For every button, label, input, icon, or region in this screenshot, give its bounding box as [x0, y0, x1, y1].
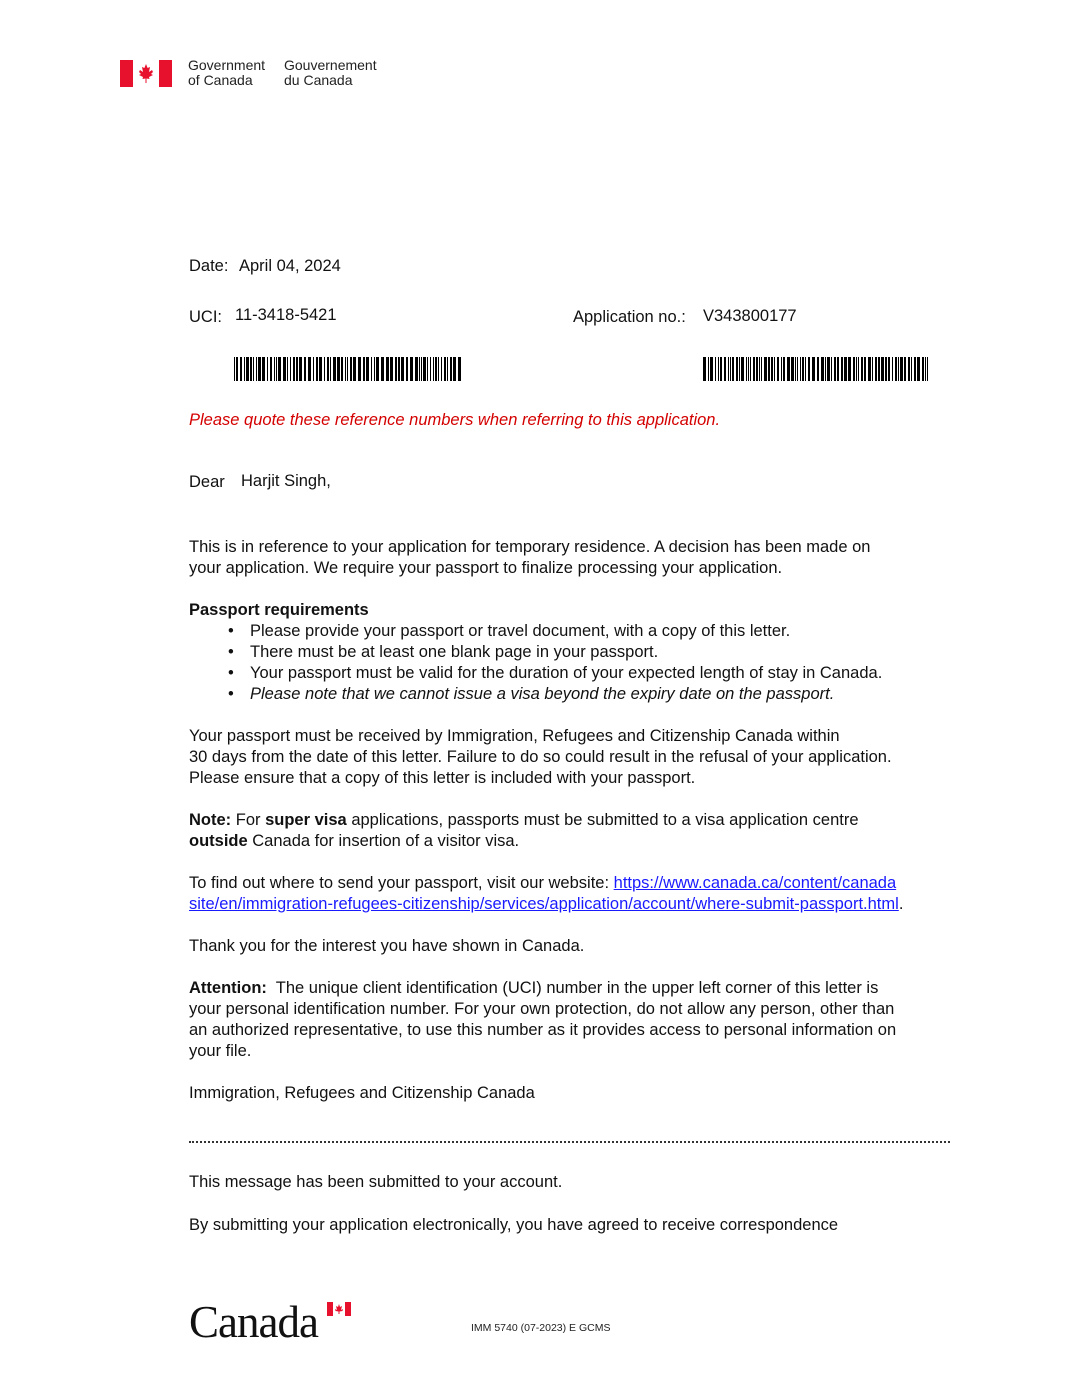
gov-en-line1: Government — [188, 57, 266, 73]
list-item: • Please note that we cannot issue a visa beyond the expiry date on the passport. — [189, 684, 989, 705]
para2-line3: Please ensure that a copy of this letter is included with your passport. — [189, 769, 696, 787]
thanks-text: Thank you for the interest you have shown in Canada. — [189, 937, 585, 955]
uci-value: 11-3418-5421 — [235, 306, 337, 324]
attention-line4: your file. — [189, 1042, 252, 1060]
note-label: Note: — [189, 811, 232, 829]
application-no-barcode — [703, 357, 931, 381]
dotted-divider — [189, 1141, 950, 1143]
date-label: Date: — [189, 257, 229, 275]
para1-line1: This is in reference to your application for temporary residence. A decision has been made on — [189, 538, 871, 556]
canada-flag-icon — [120, 60, 172, 87]
government-of-canada-wordmark — [188, 58, 265, 88]
note-line1: Note: For super visa applications, passports must be submitted to a visa application centre — [189, 811, 859, 829]
attention-line3: an authorized representative, to use this number as it provides access to personal information on — [189, 1021, 897, 1039]
passport-requirements-heading: Passport requirements — [189, 601, 369, 619]
where-submit-passport-link[interactable]: https://www.canada.ca/content/canada — [613, 874, 897, 892]
website-line2: site/en/immigration-refugees-citizenship/services/application/account/where-submit-passport.html. — [189, 895, 904, 913]
website-line1: To find out where to send your passport, visit our website: https://www.canada.ca/content/canada — [189, 874, 897, 892]
letter-body — [189, 537, 989, 1104]
para1-line2: your application. We require your passport to finalize processing your application. — [189, 559, 783, 577]
application-no-value: V343800177 — [703, 307, 797, 325]
where-submit-passport-link-cont[interactable]: site/en/immigration-refugees-citizenship/services/application/account/where-submit-passport.html — [189, 895, 899, 913]
list-item: • Your passport must be valid for the duration of your expected length of stay in Canada. — [189, 663, 989, 684]
canada-wordmark-text: Canada — [189, 1297, 318, 1347]
signature-text: Immigration, Refugees and Citizenship Canada — [189, 1084, 535, 1102]
attention-line2: your personal identification number. For your own protection, do not allow any person, other than — [189, 1000, 895, 1018]
note-line2: outside Canada for insertion of a visitor visa. — [189, 832, 520, 850]
reference-notice: Please quote these reference numbers when referring to this application. — [189, 411, 721, 429]
outside-text: outside — [189, 832, 248, 850]
salutation-dear: Dear — [189, 473, 225, 491]
gov-fr-line1: Gouvernement — [284, 57, 377, 73]
para2-line2: 30 days from the date of this letter. Failure to do so could result in the refusal of your application. — [189, 748, 892, 766]
super-visa-text: super visa — [265, 811, 347, 829]
list-item: • There must be at least one blank page in your passport. — [189, 642, 989, 663]
electronic-agreement: By submitting your application electronically, you have agreed to receive correspondence — [189, 1216, 839, 1234]
gov-en-line2: of Canada — [188, 72, 253, 88]
passport-requirements-list — [189, 621, 989, 705]
canada-wordmark — [189, 1297, 353, 1347]
para2-line1: Your passport must be received by Immigration, Refugees and Citizenship Canada within — [189, 727, 840, 745]
attention-label: Attention: — [189, 979, 267, 997]
salutation-name: Harjit Singh, — [241, 472, 331, 490]
date-value: April 04, 2024 — [239, 257, 341, 275]
list-item: • Please provide your passport or travel document, with a copy of this letter. — [189, 621, 989, 642]
uci-label: UCI: — [189, 308, 222, 326]
submitted-message: This message has been submitted to your account. — [189, 1173, 563, 1191]
uci-barcode — [234, 357, 462, 381]
form-code: IMM 5740 (07-2023) E GCMS — [471, 1322, 611, 1334]
application-no-label: Application no.: — [573, 308, 686, 326]
attention-line1: Attention: The unique client identification (UCI) number in the upper left corner of this letter is — [189, 979, 879, 997]
gov-fr-line2: du Canada — [284, 72, 353, 88]
wordmark-flag-icon — [327, 1302, 351, 1316]
gouvernement-du-canada-wordmark — [284, 58, 377, 88]
